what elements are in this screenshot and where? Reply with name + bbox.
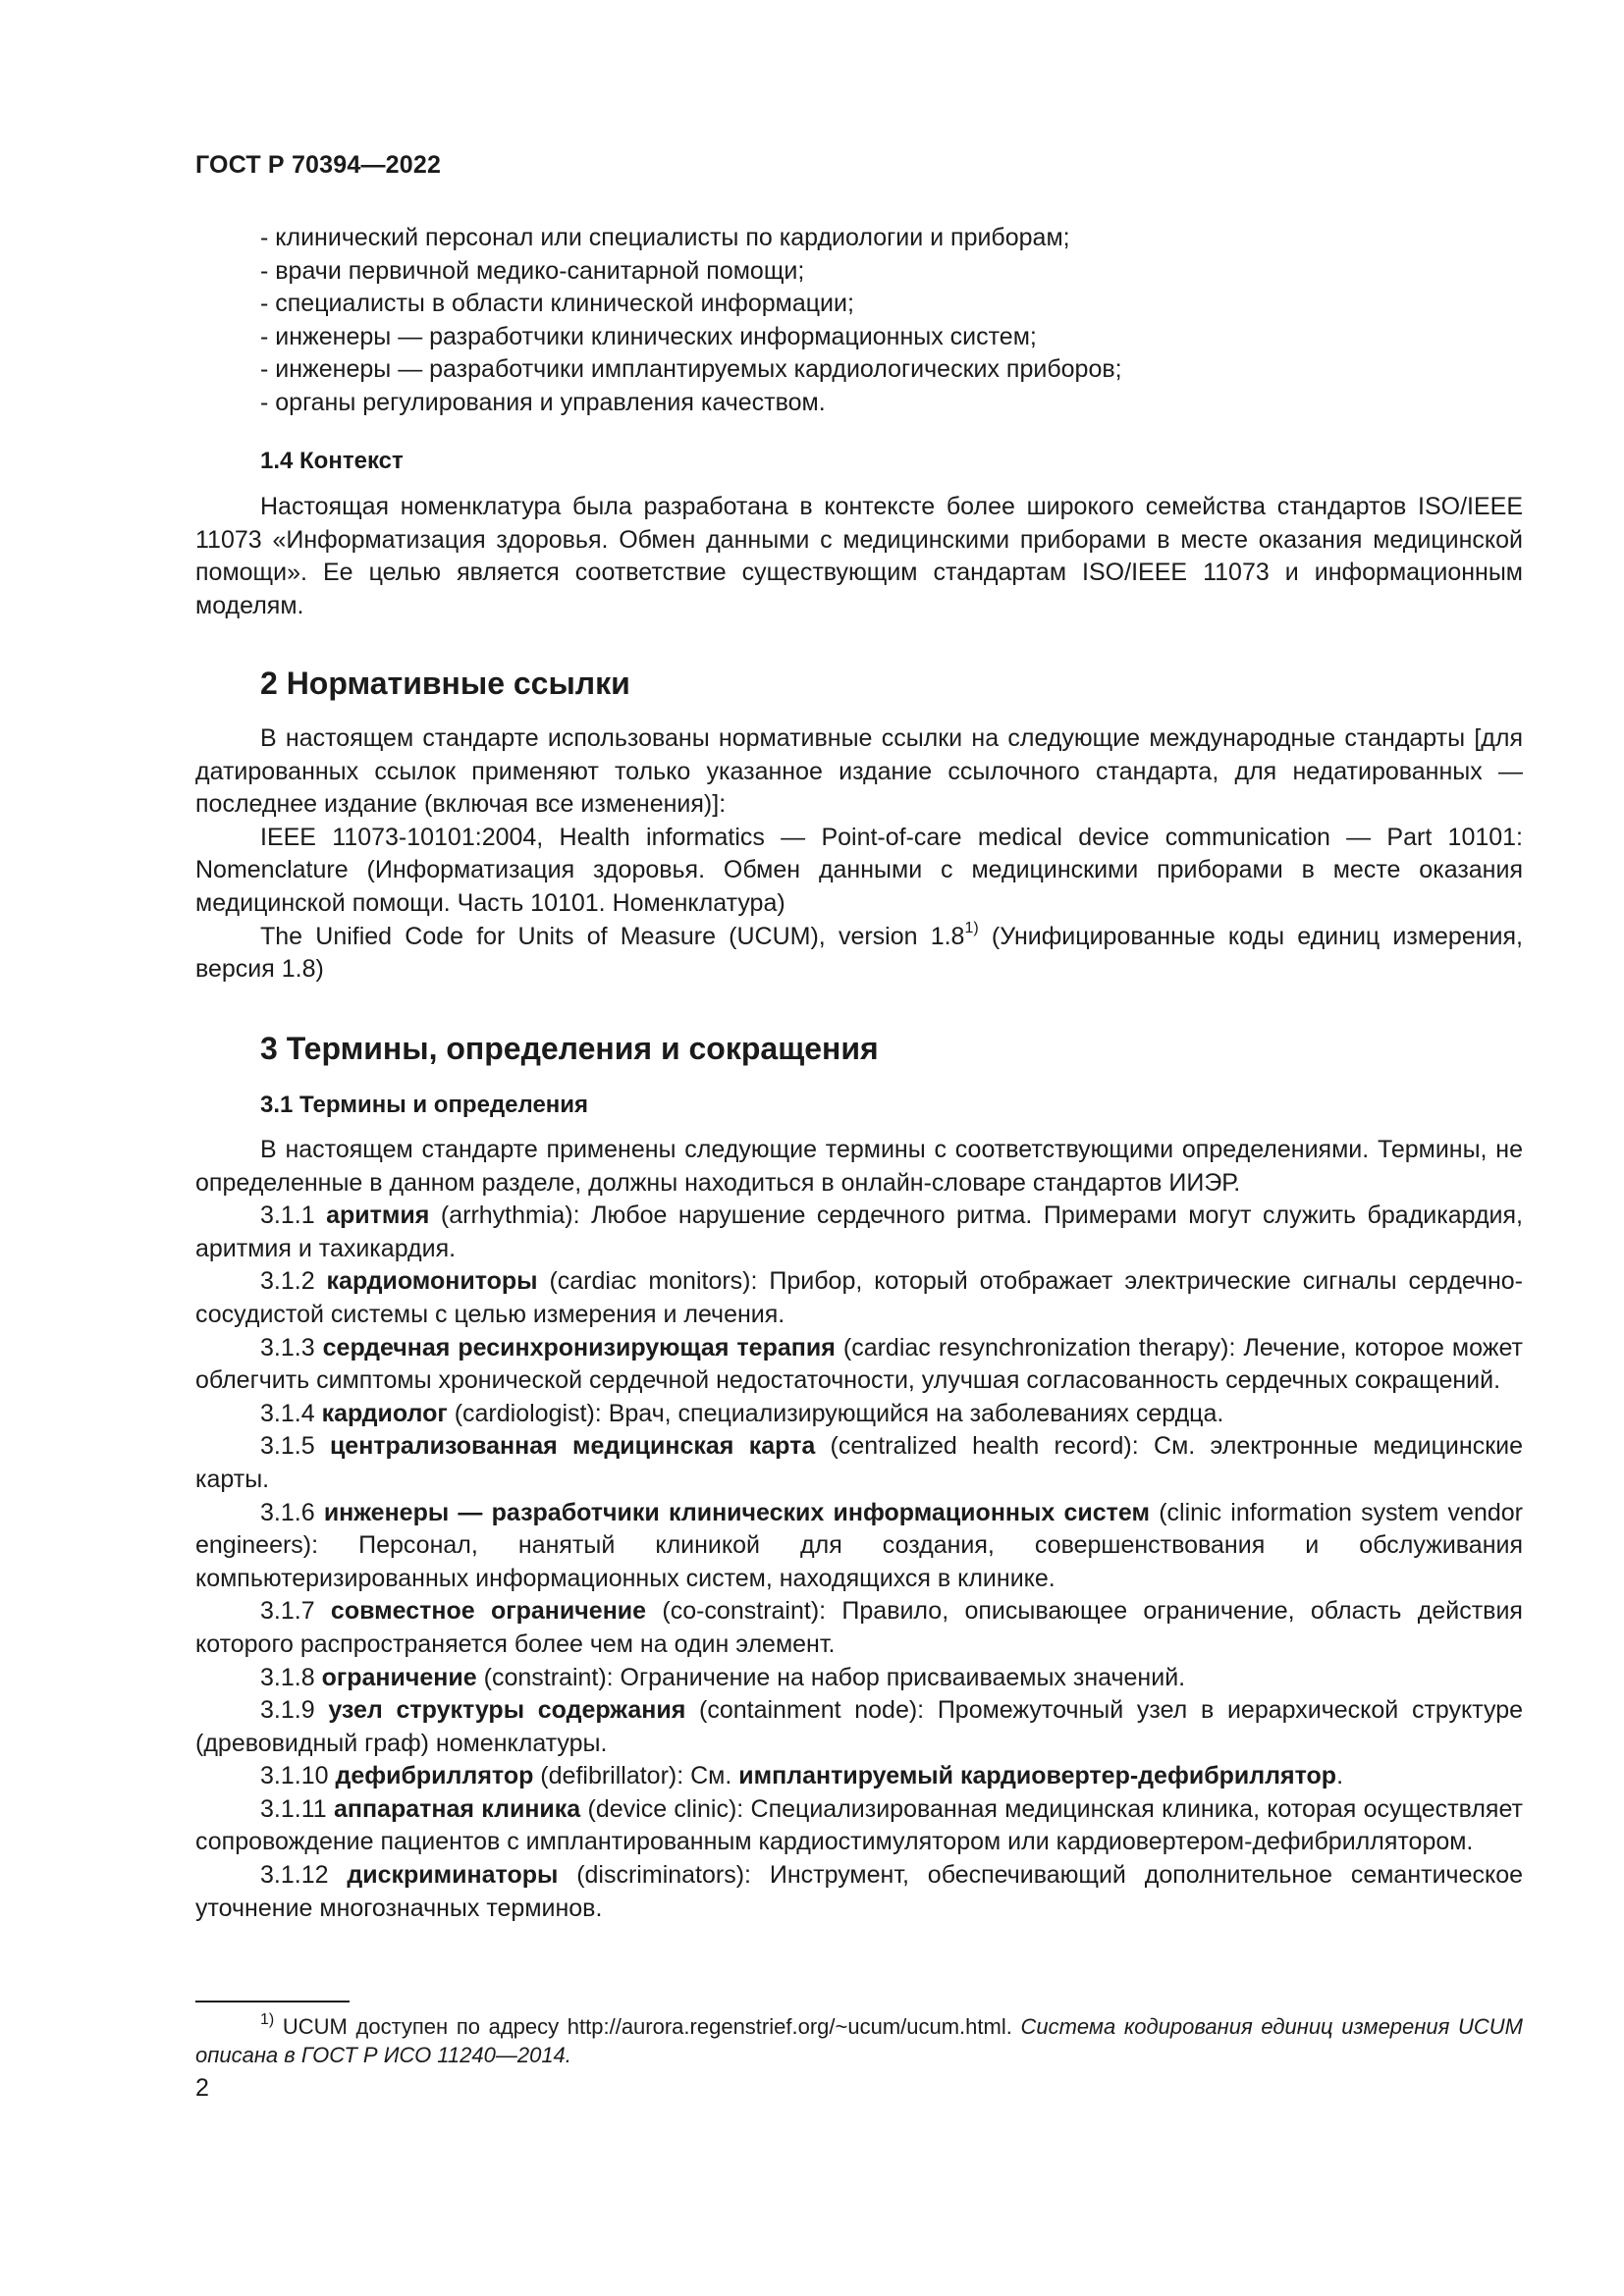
term-entry: 3.1.6 инженеры — разработчики клинических информационных систем (clinic information system vendor engineers): Персонал, нанятый клиникой для создания, совершенствования и обслуживания компьютеризированных информационных систем, находящихся в клинике. [195, 1498, 1523, 1592]
section-3-1-title: 3.1 Термины и определения [260, 1092, 589, 1118]
terms-body [195, 1134, 1523, 1925]
list-item: - органы регулирования и управления качеством. [260, 388, 826, 416]
term: кардиолог [321, 1399, 448, 1427]
term-entry: 3.1.9 узел структуры содержания (containment node): Промежуточный узел в иерархической структуре (древовидный граф) номенклатуры. [195, 1696, 1523, 1757]
term: кардиомониторы [326, 1267, 538, 1296]
term-entry: 3.1.10 дефибриллятор (defibrillator): См. имплантируемый кардиовертер-дефибриллятор. [260, 1762, 1344, 1790]
term-entry: 3.1.8 ограничение (constraint): Ограничение на набор присваиваемых значений. [260, 1663, 1186, 1691]
term-entry: 3.1.1 аритмия (arrhythmia): Любое нарушение сердечного ритма. Примерами могут служить брадикардия, аритмия и тахикардия. [195, 1201, 1523, 1262]
section-1-4-title: 1.4 Контекст [260, 448, 404, 474]
term-entry: 3.1.2 кардиомониторы (cardiac monitors): Прибор, который отображает электрические сигналы сердечно-сосудистой системы с целью измерения и лечения. [195, 1267, 1523, 1328]
term-entry: 3.1.12 дискриминаторы (discriminators): Инструмент, обеспечивающий дополнительное семантическое уточнение многозначных терминов. [195, 1861, 1523, 1922]
term-entry: 3.1.11 аппаратная клиника (device clinic): Специализированная медицинская клиника, которая осуществляет сопровождение пациентов с имплантированным кардиостимулятором или кардиовертером-дефибриллятором. [195, 1794, 1523, 1856]
term-entry: 3.1.7 совместное ограничение (co-constraint): Правило, описывающее ограничение, область действия которого распространяется более чем на один элемент. [195, 1597, 1523, 1658]
page-number: 2 [195, 2074, 209, 2102]
footnote-mark: 1) [260, 2010, 275, 2028]
paragraph: IEEE 11073-10101:2004, Health informatics — Point-of-care medical device communication — Part 10101: Nomenclature (Информатизация здоровья. Обмен данными с медицинскими приборами в месте оказания медицинской помощи. Часть 10101. Номенклатура) [195, 823, 1523, 917]
term-entry: 3.1.3 сердечная ресинхронизирующая терапия (cardiac resynchronization therapy): Лечение, которое может облегчить симптомы хронической сердечной недостаточности, улучшая согласованность сердечных сокращений. [195, 1333, 1523, 1395]
list-item: - специалисты в области клинической информации; [260, 290, 854, 318]
term: узел структуры содержания [328, 1696, 686, 1725]
footnote: $^{1)}$ UCUM доступен по адресу http://aurora.regenstrief.org/~ucum/ucum.html. Система кодирования единиц измерения UCUM описана в ГОСТ Р ИСО 11240—2014. [195, 2010, 1523, 2067]
ucum-reference: The Unified Code for Units of Measure (UCUM), version 1.8 [260, 922, 965, 950]
term: централизованная медицинская карта [329, 1432, 816, 1461]
audience-list [260, 222, 1527, 420]
section-2-body [195, 722, 1523, 987]
paragraph [195, 921, 1523, 987]
paragraph: В настоящем стандарте использованы нормативные ссылки на следующие международные стандарты [для датированных ссылок применяют только указанное издание ссылочного стандарта, для недатированных — последнее издание (включая все изменения)]: [195, 724, 1523, 819]
term: дефибриллятор [335, 1762, 534, 1790]
section-2-title: 2 Нормативные ссылки [260, 666, 630, 701]
list-item: - клинический персонал или специалисты по кардиологии и приборам; [260, 224, 1070, 251]
terms-intro: В настоящем стандарте применены следующие термины с соответствующими определениями. Термины, не определенные в данном разделе, должны находиться в онлайн-словаре стандартов ИИЭР. [195, 1136, 1523, 1197]
footnote-italic: Система кодирования единиц измерения UCUM описана в ГОСТ Р ИСО 11240—2014. [195, 2014, 1523, 2067]
term: ограничение [321, 1663, 477, 1691]
term-entry: 3.1.5 централизованная медицинская карта (centralized health record): См. электронные медицинские карты. [195, 1432, 1523, 1493]
list-item: - инженеры — разработчики клинических информационных систем; [260, 322, 1037, 350]
term: инженеры — разработчики клинических информационных систем [323, 1498, 1150, 1526]
ucum-reference-translation: (Унифицированные коды единиц измерения, версия 1.8) [195, 922, 1523, 984]
list-item: - врачи первичной медико-санитарной помощи; [260, 256, 805, 285]
term-entry: 3.1.4 кардиолог (cardiologist): Врач, специализирующийся на заболеваниях сердца. [260, 1399, 1224, 1427]
term: аритмия [326, 1201, 430, 1230]
list-item: - инженеры — разработчики имплантируемых кардиологических приборов; [260, 355, 1122, 384]
term-reference: имплантируемый кардиовертер-дефибриллятор [738, 1762, 1337, 1790]
term: дискриминаторы [347, 1861, 559, 1890]
term: сердечная ресинхронизирующая терапия [322, 1333, 836, 1362]
section-3-title: 3 Термины, определения и сокращения [260, 1031, 879, 1066]
section-1-4-text: Настоящая номенклатура была разработана в контексте более широкого семейства стандартов ISO/IEEE 11073 «Информатизация здоровья. Обмен данными с медицинскими приборами в месте оказания медицинской помощи». Ее целью является соответствие существующим стандартам ISO/IEEE 11073 и информационным моделям. [195, 493, 1523, 619]
term: аппаратная клиника [333, 1794, 581, 1823]
document-header: ГОСТ Р 70394—2022 [195, 151, 442, 179]
term: совместное ограничение [330, 1597, 647, 1626]
footnote-separator [195, 2001, 350, 2002]
footnote-ref: 1) [964, 920, 979, 937]
